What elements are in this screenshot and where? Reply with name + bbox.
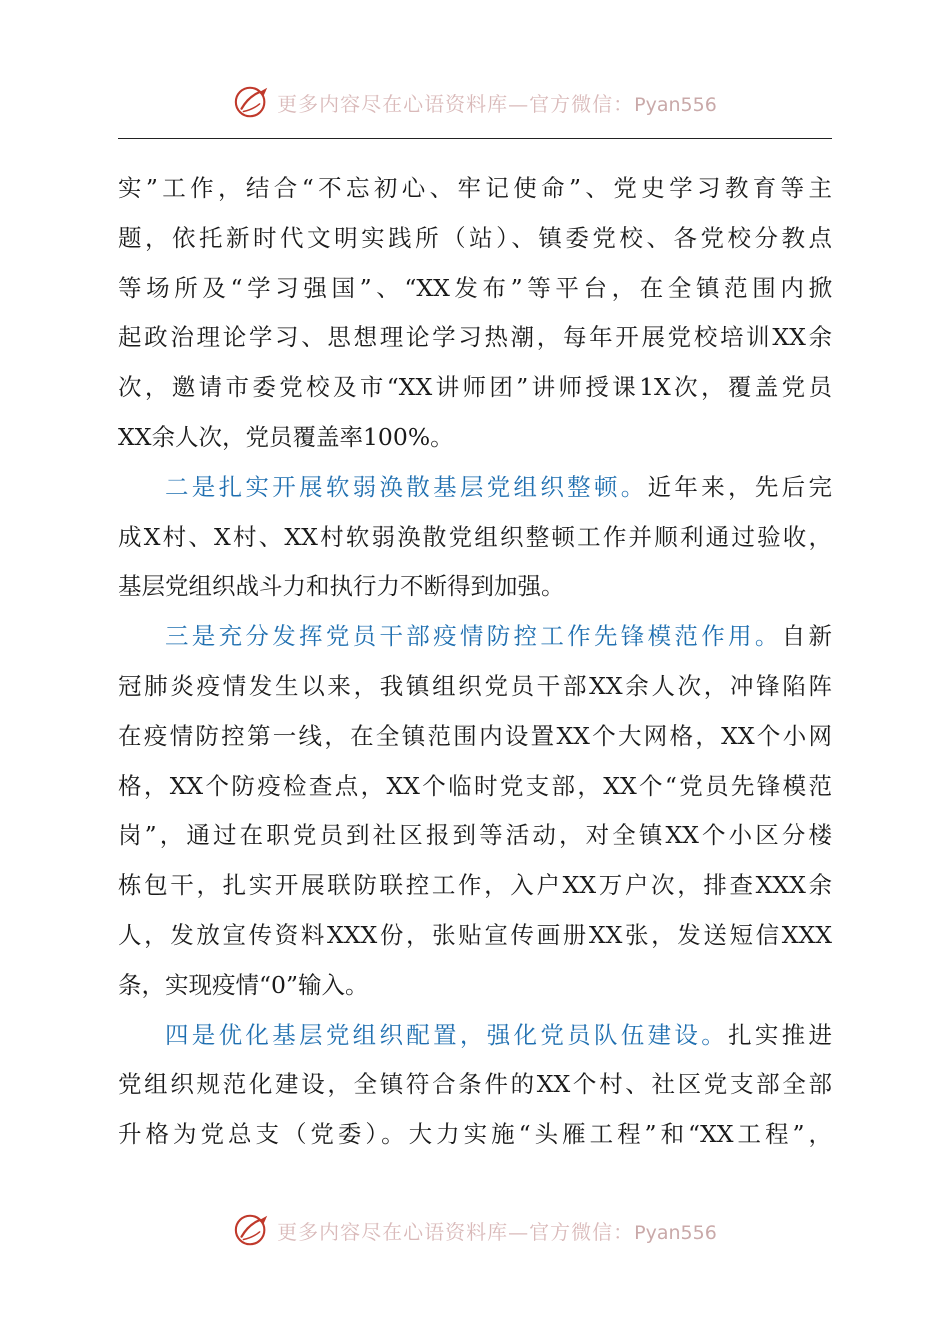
p2-line-1 — [118, 463, 832, 513]
p2-line-2: 成X村、X村、XX村软弱涣散党组织整顿工作并顺利通过验收， — [118, 522, 832, 551]
p4-line-3: 升格为党总支（党委）。大力实施“头雁工程”和“XX工程”， — [118, 1120, 832, 1149]
p3-line-3: 在疫情防控第一线，在全镇范围内设置XX个大网格，XX个小网 — [118, 721, 832, 750]
header-banner-main: 更多内容尽在心语资料库—官方微信： — [277, 91, 635, 116]
p2-heading: 二是扎实开展软弱涣散基层党组织整顿。 — [165, 472, 648, 501]
p1-line-6: XX余人次，党员覆盖率100%。 — [118, 422, 454, 451]
p3-line-1-rest: 自新 — [781, 622, 832, 651]
p3-line-6: 栋包干，扎实开展联防联控工作，入户XX万户次，排查XXX余 — [118, 871, 832, 900]
header-banner-text — [277, 88, 717, 117]
p3-line-7: 人，发放宣传资料XXX份，张贴宣传画册XX张，发送短信XXX — [118, 920, 832, 949]
p1-line-3: 等场所及“学习强国”、“XX发布”等平台，在全镇范围内掀 — [118, 273, 832, 302]
footer-banner-text — [277, 1216, 717, 1245]
p4-line-2: 党组织规范化建设，全镇符合条件的XX个村、社区党支部全部 — [118, 1070, 832, 1099]
p1-line-4: 起政治理论学习、思想理论学习热潮，每年开展党校培训XX余 — [118, 323, 832, 352]
p3-line-5: 岗”，通过在职党员到社区报到等活动，对全镇XX个小区分楼 — [118, 821, 832, 850]
header-divider — [118, 138, 832, 139]
p4-heading: 四是优化基层党组织配置，强化党员队伍建设。 — [165, 1020, 729, 1049]
footer-wechat-id: Pyan556 — [634, 1221, 717, 1244]
document-body — [118, 164, 832, 1160]
p2-line-1-rest: 近年来，先后完 — [647, 472, 832, 501]
p3-line-1 — [118, 612, 832, 662]
page-header — [0, 80, 950, 124]
p3-line-4: 格，XX个防疫检查点，XX个临时党支部，XX个“党员先锋模范 — [118, 771, 832, 800]
pen-logo-icon — [233, 1211, 271, 1249]
p3-line-2: 冠肺炎疫情发生以来，我镇组织党员干部XX余人次，冲锋陷阵 — [118, 671, 832, 700]
pen-logo-icon — [233, 83, 271, 121]
page-footer — [0, 1208, 950, 1252]
footer-banner[interactable] — [233, 1211, 717, 1249]
p1-line-5: 次，邀请市委党校及市“XX讲师团”讲师授课1X次，覆盖党员 — [118, 373, 832, 402]
p4-line-1 — [118, 1011, 832, 1061]
p1-line-1: 实”工作，结合“不忘初心、牢记使命”、党史学习教育等主 — [118, 174, 832, 202]
header-banner[interactable] — [233, 83, 717, 121]
p3-heading: 三是充分发挥党员干部疫情防控工作先锋模范作用。 — [165, 622, 782, 651]
header-wechat-id: Pyan556 — [634, 93, 717, 116]
p1-line-2: 题，依托新时代文明实践所（站）、镇委党校、各党校分教点 — [118, 223, 832, 252]
p3-line-8: 条，实现疫情“0”输入。 — [118, 970, 369, 999]
p4-line-1-rest: 扎实推进 — [728, 1020, 832, 1049]
footer-banner-main: 更多内容尽在心语资料库—官方微信： — [277, 1219, 635, 1244]
p2-line-3: 基层党组织战斗力和执行力不断得到加强。 — [118, 572, 565, 601]
